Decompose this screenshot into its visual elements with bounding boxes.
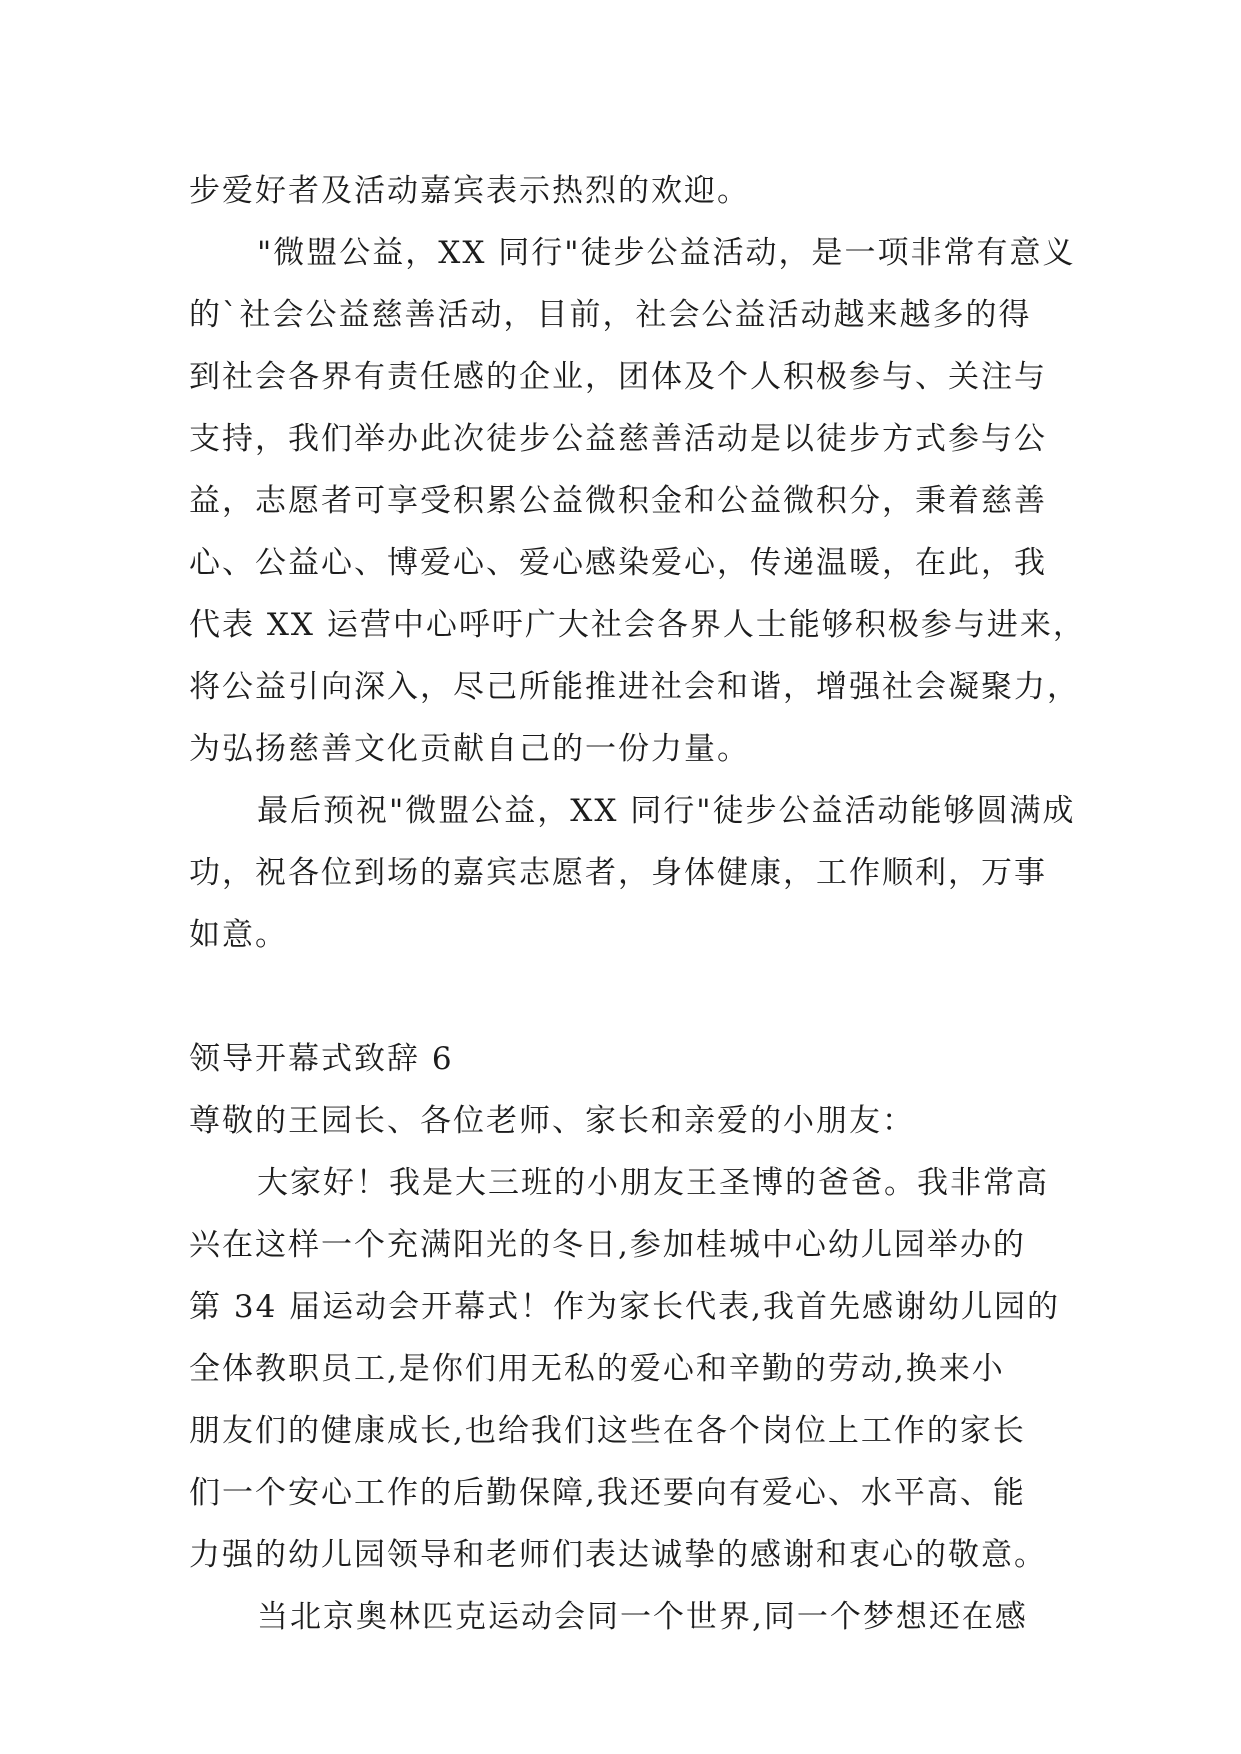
paragraph-line: 大家好！我是大三班的小朋友王圣博的爸爸。我非常高 [257, 1165, 1049, 1201]
paragraph-line: 全体教职员工,是你们用无私的爱心和辛勤的劳动,换来小 [189, 1351, 1005, 1387]
paragraph-line: 兴在这样一个充满阳光的冬日,参加桂城中心幼儿园举办的 [189, 1227, 1026, 1263]
paragraph-line: 为弘扬慈善文化贡献自己的一份力量。 [189, 731, 750, 767]
paragraph-line: 步爱好者及活动嘉宾表示热烈的欢迎。 [189, 173, 750, 209]
blank-line [189, 966, 1059, 1028]
section-heading: 领导开幕式致辞 6 [189, 1041, 454, 1077]
paragraph-line: 的`社会公益慈善活动，目前，社会公益活动越来越多的得 [189, 297, 1032, 333]
paragraph-line: "微盟公益，XX 同行"徒步公益活动，是一项非常有意义 [257, 235, 1076, 271]
paragraph-line: 力强的幼儿园领导和老师们表达诚挚的感谢和衷心的敬意。 [189, 1537, 1047, 1573]
paragraph-line: 益，志愿者可享受积累公益微积金和公益微积分，秉着慈善 [189, 483, 1047, 519]
paragraph-line: 朋友们的健康成长,也给我们这些在各个岗位上工作的家长 [189, 1413, 1026, 1449]
paragraph-line: 第 34 届运动会开幕式！作为家长代表,我首先感谢幼儿园的 [189, 1289, 1061, 1325]
paragraph-line: 如意。 [189, 917, 288, 953]
paragraph-line: 当北京奥林匹克运动会同一个世界,同一个梦想还在感 [257, 1599, 1028, 1635]
paragraph-line: 将公益引向深入，尽己所能推进社会和谐，增强社会凝聚力， [189, 669, 1080, 705]
paragraph-line: 心、公益心、博爱心、爱心感染爱心，传递温暖，在此，我 [189, 545, 1047, 581]
paragraph-line: 功，祝各位到场的嘉宾志愿者，身体健康，工作顺利，万事 [189, 855, 1047, 891]
paragraph-line: 到社会各界有责任感的企业，团体及个人积极参与、关注与 [189, 359, 1047, 395]
paragraph-line: 们一个安心工作的后勤保障,我还要向有爱心、水平高、能 [189, 1475, 1026, 1511]
salutation-line: 尊敬的王园长、各位老师、家长和亲爱的小朋友： [189, 1103, 915, 1139]
paragraph-line: 最后预祝"微盟公益，XX 同行"徒步公益活动能够圆满成 [257, 793, 1076, 829]
paragraph-line: 代表 XX 运营中心呼吁广大社会各界人士能够积极参与进来， [189, 607, 1086, 643]
paragraph-line: 支持，我们举办此次徒步公益慈善活动是以徒步方式参与公 [189, 421, 1047, 457]
document-body [189, 160, 1086, 1648]
